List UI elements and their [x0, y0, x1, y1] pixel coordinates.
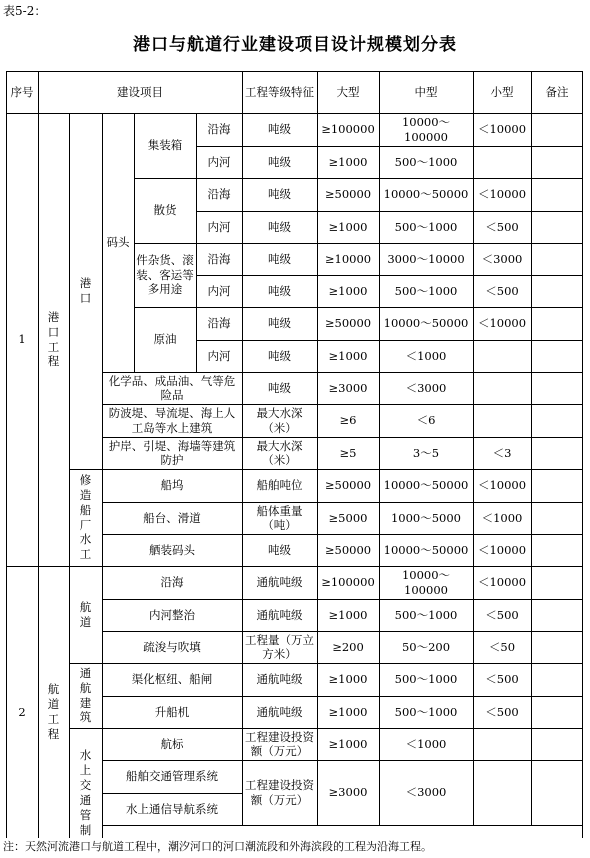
remark-cell: [531, 404, 583, 437]
item-cell: 船舶交通管理系统: [126, 769, 218, 784]
feature-cell: 最大水深（米）: [256, 406, 303, 435]
item-cell: 疏浚与吹填: [143, 639, 201, 654]
large-cell: ≥1000: [328, 219, 368, 234]
remark-cell: [531, 307, 583, 340]
feature-cell: 吨级: [268, 219, 291, 234]
medium-cell: 10000～50000: [383, 187, 469, 202]
item-cell: 内河整治: [149, 607, 195, 622]
small-cell: ＜10000: [477, 316, 527, 331]
feature-cell: 通航吨级: [256, 607, 303, 622]
large-cell: ≥1000: [328, 736, 368, 751]
vertical-text: 修造船厂水工: [79, 472, 92, 562]
medium-cell: 500～1000: [394, 607, 458, 622]
medium-cell: 500～1000: [394, 283, 458, 298]
wharf-cargo-type: 原油: [153, 332, 177, 347]
item-cell: 水上通信导航系统: [126, 801, 218, 816]
small-cell: ＜500: [485, 283, 519, 298]
small-cell: ＜500: [485, 704, 519, 719]
large-cell: ≥6: [339, 413, 357, 428]
remark-cell: [531, 663, 583, 696]
large-cell: ≥1000: [328, 704, 368, 719]
medium-cell: 3～5: [412, 445, 440, 460]
remark-cell: [531, 760, 583, 825]
remark-cell: [531, 211, 583, 243]
small-cell: ＜500: [485, 607, 519, 622]
large-cell: ≥5: [339, 445, 357, 460]
wharf-cargo-type: 件杂货、滚装、客运等多用途: [136, 253, 194, 297]
item-cell: 升船机: [154, 704, 190, 719]
medium-cell: ＜6: [416, 413, 436, 428]
large-cell: ≥50000: [324, 187, 372, 202]
feature-cell: 船体重量（吨）: [256, 503, 303, 532]
medium-cell: 3000～10000: [387, 251, 465, 266]
region-cell: 内河: [207, 283, 231, 298]
medium-cell: ＜1000: [405, 348, 447, 363]
feature-cell: 吨级: [268, 187, 291, 202]
section-2-number: 2: [18, 704, 26, 719]
header-small: 小型: [490, 84, 514, 99]
wharf-cargo-type: 集装箱: [147, 138, 183, 153]
remark-cell: [531, 696, 583, 728]
feature-cell: 船舶吨位: [256, 478, 303, 493]
item-cell: 舾装码头: [149, 542, 195, 557]
small-cell: ＜10000: [477, 187, 527, 202]
section-1-number: 1: [18, 332, 26, 347]
region-cell: 内河: [207, 348, 231, 363]
medium-cell: 1000～5000: [390, 510, 462, 525]
large-cell: ≥50000: [324, 316, 372, 331]
feature-cell: 最大水深（米）: [256, 438, 303, 467]
small-cell: ＜10000: [477, 542, 527, 557]
feature-cell: 通航吨级: [256, 575, 303, 590]
medium-cell: 50～200: [401, 639, 451, 654]
small-cell: ＜3: [492, 445, 512, 460]
small-cell: ＜3000: [481, 251, 523, 266]
header-large: 大型: [336, 84, 360, 99]
nav-building-label: [69, 663, 102, 728]
medium-cell: 10000～100000: [401, 568, 451, 597]
item-cell: 船台、滑道: [143, 510, 201, 525]
large-cell: ≥10000: [324, 251, 372, 266]
feature-cell: 通航吨级: [256, 672, 303, 687]
shipyard-label: [69, 469, 102, 566]
remark-cell: [531, 631, 583, 663]
remark-cell: [531, 372, 583, 404]
section-2-name: [38, 566, 69, 858]
large-cell: ≥1000: [328, 672, 368, 687]
medium-cell: 500～1000: [394, 672, 458, 687]
scale-table: [6, 71, 583, 838]
feature-cell: 吨级: [268, 154, 291, 169]
item-cell: 护岸、引堤、海墙等建筑防护: [108, 438, 236, 467]
header-remark: 备注: [545, 84, 569, 99]
remark-cell: [531, 243, 583, 275]
medium-cell: 10000～50000: [383, 316, 469, 331]
item-cell: 渠化枢纽、船闸: [131, 672, 213, 687]
vertical-text: 通航建筑: [79, 665, 92, 725]
medium-cell: 500～1000: [394, 704, 458, 719]
header-feature: 工程等级特征: [245, 84, 314, 99]
region-cell: 内河: [207, 154, 231, 169]
large-cell: ≥100000: [321, 122, 375, 137]
feature-cell: 吨级: [268, 316, 291, 331]
wharf-cargo-type: 散货: [153, 203, 177, 218]
header-medium: 中型: [414, 84, 438, 99]
table-label: 表5-2：: [3, 4, 47, 18]
port-label: [69, 113, 102, 469]
large-cell: ≥1000: [328, 348, 368, 363]
medium-cell: 500～1000: [394, 219, 458, 234]
remark-cell: [531, 178, 583, 211]
large-cell: ≥1000: [328, 154, 368, 169]
feature-cell: 工程建设投资额（万元）: [245, 729, 314, 758]
small-cell: [473, 372, 531, 404]
small-cell: ＜1000: [481, 510, 523, 525]
feature-cell: 吨级: [268, 542, 291, 557]
remark-cell: [531, 566, 583, 599]
item-cell: 船坞: [160, 478, 184, 493]
small-cell: ＜500: [485, 672, 519, 687]
feature-cell: 吨级: [268, 348, 291, 363]
large-cell: ≥1000: [328, 607, 368, 622]
medium-cell: ＜1000: [405, 736, 447, 751]
remark-cell: [531, 469, 583, 502]
feature-cell: 吨级: [268, 283, 291, 298]
remark-cell: [531, 502, 583, 534]
medium-cell: 10000～50000: [383, 478, 469, 493]
item-cell: 沿海: [160, 575, 184, 590]
remark-cell: [531, 146, 583, 178]
large-cell: ≥3000: [328, 785, 368, 800]
feature-cell: 工程量（万立方米）: [245, 632, 314, 661]
large-cell: ≥100000: [321, 575, 375, 590]
small-cell: ＜50: [488, 639, 516, 654]
header-seq: 序号: [10, 84, 34, 99]
footnote: 注：天然河流港口与航道工程中，潮汐河口的河口潮流段和外海滨段的工程为沿海工程。: [3, 840, 432, 853]
vertical-text: 港口工程: [47, 309, 60, 369]
vertical-text: 港口: [79, 276, 92, 305]
page-title: 港口与航道行业建设项目设计规模划分表: [133, 35, 457, 55]
remark-cell: [531, 437, 583, 469]
wharf-label: 码头: [106, 235, 130, 250]
item-cell: 航标: [160, 736, 184, 751]
vertical-text: 航道工程: [47, 682, 60, 741]
medium-cell: 500～1000: [394, 154, 458, 169]
vertical-text: 航道: [79, 599, 92, 629]
small-cell: [473, 146, 531, 178]
region-cell: 内河: [207, 219, 231, 234]
small-cell: ＜500: [485, 219, 519, 234]
item-cell: 防波堤、导流堤、海上人工岛等水上建筑: [108, 406, 236, 435]
large-cell: ≥3000: [328, 380, 368, 395]
small-cell: ＜10000: [477, 122, 527, 137]
large-cell: ≥5000: [328, 510, 368, 525]
small-cell: [473, 760, 531, 825]
medium-cell: ＜3000: [405, 380, 447, 395]
small-cell: ＜10000: [477, 478, 527, 493]
feature-cell: 吨级: [268, 251, 291, 266]
small-cell: [473, 340, 531, 372]
large-cell: ≥1000: [328, 283, 368, 298]
section-1-name: [38, 113, 69, 566]
channel-label: [69, 566, 102, 663]
small-cell: [473, 728, 531, 760]
region-cell: 沿海: [207, 251, 231, 266]
small-cell: ＜10000: [477, 575, 527, 590]
remark-cell: [531, 599, 583, 631]
region-cell: 沿海: [207, 316, 231, 331]
vertical-text: 水上交通管制: [79, 748, 92, 837]
region-cell: 沿海: [207, 187, 231, 202]
remark-cell: [531, 113, 583, 146]
medium-cell: 10000～100000: [401, 115, 451, 144]
feature-cell: 吨级: [268, 122, 291, 137]
remark-cell: [531, 340, 583, 372]
remark-cell: [531, 275, 583, 307]
header-project: 建设项目: [117, 84, 163, 99]
item-cell: 化学品、成品油、气等危险品: [108, 373, 236, 402]
remark-cell: [531, 728, 583, 760]
region-cell: 沿海: [207, 122, 231, 137]
medium-cell: ＜3000: [405, 785, 447, 800]
large-cell: ≥200: [332, 639, 364, 654]
small-cell: [473, 404, 531, 437]
feature-cell: 吨级: [268, 380, 291, 395]
medium-cell: 10000～50000: [383, 542, 469, 557]
feature-cell: 通航吨级: [256, 704, 303, 719]
remark-cell: [531, 534, 583, 566]
feature-cell: 工程建设投资额（万元）: [245, 778, 314, 807]
large-cell: ≥50000: [324, 542, 372, 557]
large-cell: ≥50000: [324, 478, 372, 493]
